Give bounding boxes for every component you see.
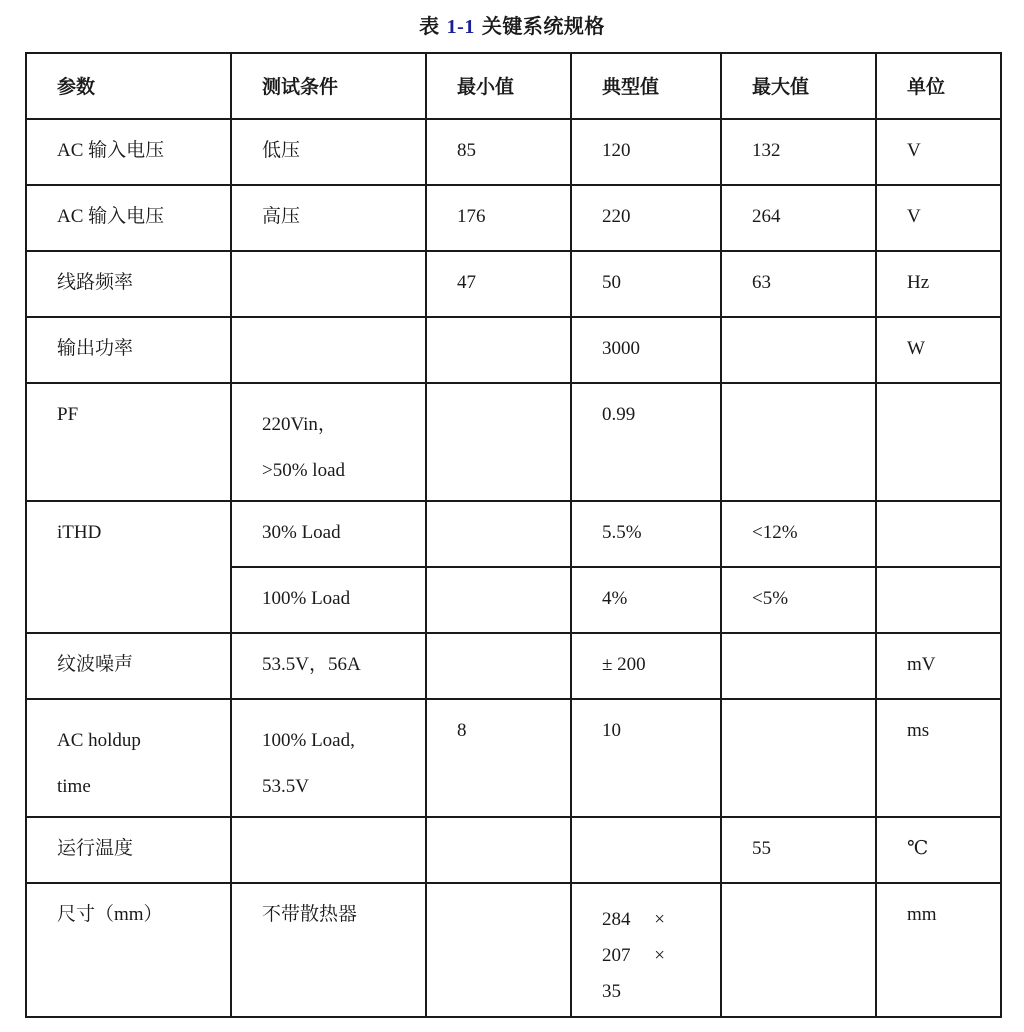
table-cell xyxy=(26,119,231,185)
table-cell xyxy=(721,567,876,633)
cell-text: ± 200 xyxy=(602,654,646,675)
table-cell xyxy=(571,185,721,251)
column-header-1: 参数 xyxy=(26,53,231,119)
table-cell xyxy=(571,817,721,883)
table-cell xyxy=(26,817,231,883)
cell-text: 100% Load xyxy=(262,588,351,609)
table-cell xyxy=(876,633,1001,699)
table-cell xyxy=(426,317,571,383)
spec-table xyxy=(25,52,1002,1018)
table-cell xyxy=(876,501,1001,567)
cell-text: 53.5V xyxy=(262,776,309,797)
cell-text: 输出功率 xyxy=(57,338,134,359)
table-cell xyxy=(721,185,876,251)
cell-text: W xyxy=(907,338,925,359)
table-cell xyxy=(571,317,721,383)
table-cell xyxy=(231,567,426,633)
cell-text: 尺寸（mm） xyxy=(57,904,163,925)
cell-text: Hz xyxy=(907,272,930,293)
table-cell xyxy=(426,633,571,699)
table-row xyxy=(26,383,1001,501)
table-cell xyxy=(26,883,231,1017)
table-cell xyxy=(721,633,876,699)
table-cell xyxy=(26,185,231,251)
table-cell xyxy=(721,317,876,383)
cell-text: 10 xyxy=(602,720,621,741)
table-cell xyxy=(721,119,876,185)
table-cell xyxy=(721,501,876,567)
cell-text: 高压 xyxy=(262,206,301,227)
cell-text: 0.99 xyxy=(602,404,636,425)
table-cell xyxy=(876,567,1001,633)
spec-table-body xyxy=(26,119,1001,1017)
cell-text: >50% load xyxy=(262,460,346,481)
cell-text: 30% Load xyxy=(262,522,341,543)
cell-text: 35 xyxy=(602,981,621,1002)
table-cell xyxy=(876,383,1001,501)
cell-text: V xyxy=(907,206,921,227)
table-cell xyxy=(571,251,721,317)
column-header-5: 最大值 xyxy=(721,53,876,119)
table-cell xyxy=(571,119,721,185)
cell-text: 纹波噪声 xyxy=(57,654,134,675)
cell-text: V xyxy=(907,140,921,161)
cell-text: 100% Load, xyxy=(262,730,355,751)
table-cell xyxy=(876,251,1001,317)
table-cell xyxy=(231,317,426,383)
cell-text: mV xyxy=(907,654,936,675)
cell-text: 85 xyxy=(457,140,476,161)
cell-text: 53.5V，56A xyxy=(262,654,361,675)
table-row xyxy=(26,251,1001,317)
cell-text: PF xyxy=(57,404,79,425)
table-cell xyxy=(26,501,231,633)
table-cell xyxy=(231,383,426,501)
table-cell xyxy=(426,185,571,251)
cell-text: time xyxy=(57,776,91,797)
table-row xyxy=(26,317,1001,383)
cell-text: 284 × xyxy=(602,909,665,930)
table-cell xyxy=(426,567,571,633)
table-cell xyxy=(231,501,426,567)
table-cell xyxy=(571,567,721,633)
cell-text: 3000 xyxy=(602,338,640,359)
cell-text: 47 xyxy=(457,272,476,293)
cell-text: 63 xyxy=(752,272,771,293)
cell-text: 5.5% xyxy=(602,522,642,543)
table-cell xyxy=(426,119,571,185)
cell-text: 运行温度 xyxy=(57,838,134,859)
cell-text: 低压 xyxy=(262,140,301,161)
table-cell xyxy=(426,501,571,567)
cell-text: 8 xyxy=(457,720,467,741)
column-header-4: 典型值 xyxy=(571,53,721,119)
cell-text: 264 xyxy=(752,206,781,227)
table-row xyxy=(26,883,1001,1017)
cell-text: <12% xyxy=(752,522,798,543)
cell-text: 线路频率 xyxy=(57,272,134,293)
table-cell xyxy=(721,699,876,817)
cell-text: AC holdup xyxy=(57,730,141,751)
table-row xyxy=(26,699,1001,817)
cell-text: 55 xyxy=(752,838,771,859)
table-cell xyxy=(876,883,1001,1017)
cell-text: 120 xyxy=(602,140,631,161)
cell-text: 220Vin， xyxy=(262,414,337,435)
table-cell xyxy=(721,383,876,501)
cell-text: 4% xyxy=(602,588,628,609)
table-cell xyxy=(721,817,876,883)
table-caption-number: 1-1 xyxy=(446,16,475,38)
table-caption-prefix: 表 xyxy=(419,16,440,38)
table-row xyxy=(26,185,1001,251)
table-cell xyxy=(876,185,1001,251)
cell-text: AC 输入电压 xyxy=(57,206,165,227)
table-cell xyxy=(721,883,876,1017)
table-row xyxy=(26,501,1001,567)
cell-text: 132 xyxy=(752,140,781,161)
cell-text: iTHD xyxy=(57,522,102,543)
table-cell xyxy=(721,251,876,317)
table-cell xyxy=(26,251,231,317)
cell-text: 220 xyxy=(602,206,631,227)
table-cell xyxy=(571,383,721,501)
table-caption-text: 关键系统规格 xyxy=(481,16,605,38)
table-cell xyxy=(876,699,1001,817)
table-cell xyxy=(571,883,721,1017)
column-header-6: 单位 xyxy=(876,53,1001,119)
cell-text: 50 xyxy=(602,272,621,293)
cell-text: ℃ xyxy=(907,838,929,859)
spec-table-header-row xyxy=(26,53,1001,119)
table-cell xyxy=(876,817,1001,883)
column-header-3: 最小值 xyxy=(426,53,571,119)
table-cell xyxy=(231,119,426,185)
table-cell xyxy=(231,185,426,251)
table-cell xyxy=(231,633,426,699)
table-row xyxy=(26,633,1001,699)
table-cell xyxy=(876,317,1001,383)
table-cell xyxy=(426,251,571,317)
cell-text: 207 × xyxy=(602,945,665,966)
column-header-2: 测试条件 xyxy=(231,53,426,119)
table-cell xyxy=(426,817,571,883)
table-cell xyxy=(26,633,231,699)
table-cell xyxy=(231,699,426,817)
table-cell xyxy=(876,119,1001,185)
table-row xyxy=(26,119,1001,185)
table-cell xyxy=(571,633,721,699)
table-caption xyxy=(0,10,1024,39)
table-cell xyxy=(26,317,231,383)
table-cell xyxy=(231,883,426,1017)
cell-text: 不带散热器 xyxy=(262,904,358,925)
cell-text: <5% xyxy=(752,588,789,609)
table-cell xyxy=(571,699,721,817)
cell-text: 176 xyxy=(457,206,486,227)
cell-text: AC 输入电压 xyxy=(57,140,165,161)
table-cell xyxy=(26,699,231,817)
table-cell xyxy=(426,883,571,1017)
table-cell xyxy=(231,251,426,317)
table-row xyxy=(26,817,1001,883)
table-cell xyxy=(26,383,231,501)
cell-text: ms xyxy=(907,720,930,741)
table-cell xyxy=(231,817,426,883)
table-cell xyxy=(571,501,721,567)
table-cell xyxy=(426,699,571,817)
table-cell xyxy=(426,383,571,501)
cell-text: mm xyxy=(907,904,937,925)
